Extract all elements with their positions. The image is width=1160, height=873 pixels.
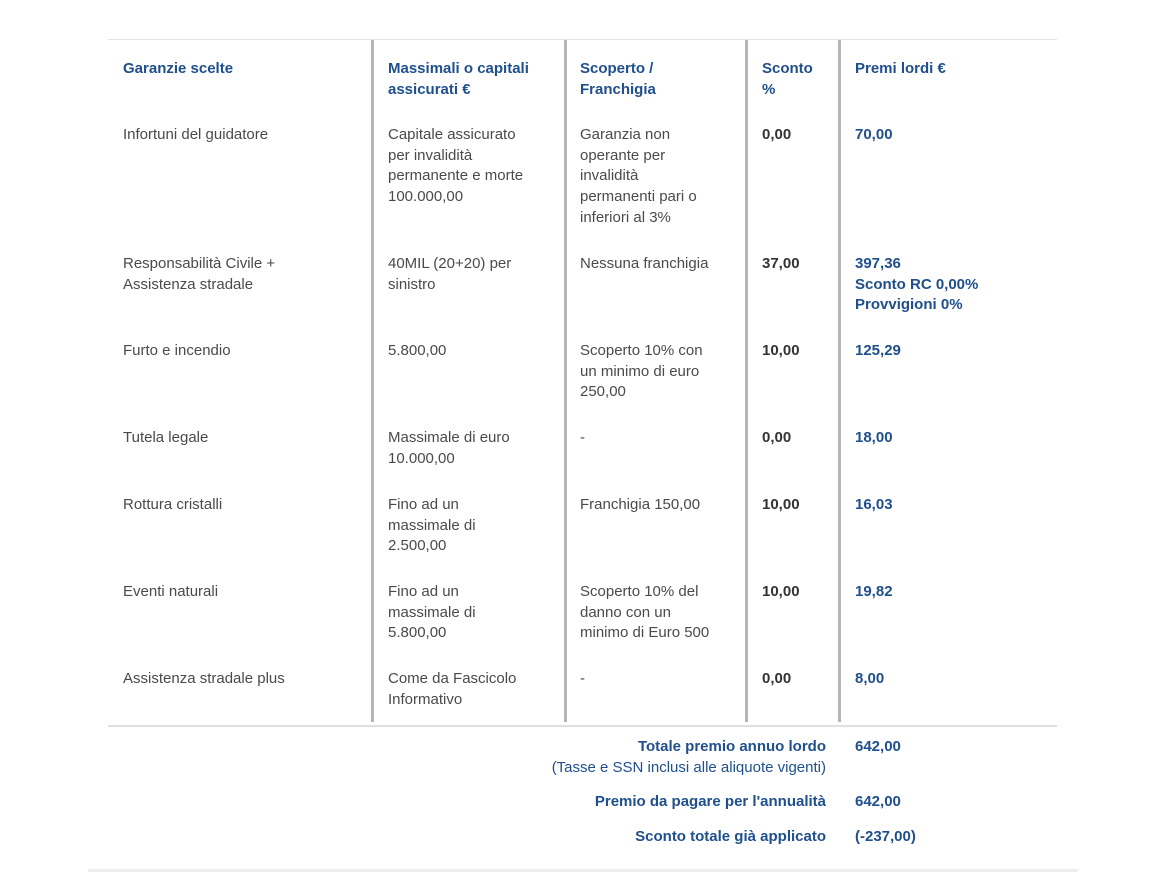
total-premium-value: 642,00	[855, 738, 901, 755]
cell-massimali-line: Capitale assicurato	[388, 126, 516, 143]
header-massimali: Massimali o capitali assicurati €	[388, 60, 529, 98]
column-divider	[564, 40, 567, 722]
cell-premi	[855, 582, 1055, 603]
cell-scoperto-line: operante per	[580, 146, 666, 164]
cell-scoperto	[580, 341, 740, 403]
table-bottom-rule	[108, 725, 1057, 727]
cell-scoperto-line: Scoperto 10% con	[580, 342, 703, 359]
footer-rule	[88, 869, 1078, 872]
total-discount-label: Sconto totale già applicato	[635, 828, 826, 845]
cell-scoperto	[580, 669, 740, 690]
cell-sconto: 37,00	[762, 255, 800, 272]
cell-scoperto-line: un minimo di euro	[580, 362, 700, 380]
cell-garanzia-line: Responsabilità Civile +	[123, 255, 276, 272]
header-premi: Premi lordi €	[855, 60, 946, 77]
header-garanzie: Garanzie scelte	[123, 60, 234, 77]
cell-massimali-line: permanente e morte	[388, 167, 524, 185]
cell-massimali	[388, 254, 558, 295]
cell-sconto: 10,00	[762, 342, 800, 359]
premium-to-pay-value: 642,00	[855, 793, 901, 810]
table-top-rule	[108, 39, 1057, 40]
cell-massimali	[388, 669, 558, 710]
cell-scoperto-line: 250,00	[580, 383, 626, 401]
cell-garanzia	[123, 428, 363, 449]
header-sconto: Sconto %	[762, 60, 813, 98]
cell-premi	[855, 341, 1055, 362]
cell-premi-line: 19,82	[855, 583, 893, 600]
cell-scoperto	[580, 495, 740, 516]
cell-massimali	[388, 495, 558, 557]
cell-massimali-line: 10.000,00	[388, 449, 455, 467]
cell-premi	[855, 125, 1055, 146]
cell-scoperto-line: permanenti pari o	[580, 188, 697, 206]
cell-sconto: 10,00	[762, 583, 800, 600]
cell-garanzia	[123, 254, 363, 295]
cell-massimali-line: Fino ad un	[388, 496, 459, 513]
cell-scoperto-line: inferiori al 3%	[580, 208, 671, 226]
cell-massimali-line: Come da Fascicolo	[388, 670, 517, 687]
cell-premi-line: 16,03	[855, 496, 893, 513]
cell-premi-line: Sconto RC 0,00%	[855, 275, 979, 293]
cell-garanzia-line: Infortuni del guidatore	[123, 126, 269, 143]
cell-sconto: 0,00	[762, 429, 792, 446]
cell-premi	[855, 495, 1055, 516]
cell-scoperto	[580, 582, 740, 644]
cell-premi	[855, 254, 1055, 316]
cell-massimali	[388, 341, 558, 362]
cell-garanzia	[123, 125, 363, 146]
premium-to-pay-label: Premio da pagare per l'annualità	[594, 793, 826, 810]
cell-premi-line: 18,00	[855, 429, 893, 446]
cell-scoperto-line: invalidità	[580, 167, 639, 185]
header-scoperto: Scoperto / Franchigia	[580, 60, 656, 98]
cell-scoperto	[580, 428, 740, 449]
total-discount-value: (-237,00)	[855, 828, 916, 845]
cell-scoperto	[580, 254, 740, 275]
cell-scoperto	[580, 125, 740, 229]
cell-massimali-line: massimale di	[388, 516, 476, 534]
cell-garanzia-line: Rottura cristalli	[123, 496, 223, 513]
cell-scoperto-line: Nessuna franchigia	[580, 255, 709, 272]
cell-massimali-line: Informativo	[388, 690, 463, 708]
cell-garanzia	[123, 341, 363, 362]
cell-garanzia	[123, 582, 363, 603]
cell-garanzia-line: Tutela legale	[123, 429, 209, 446]
cell-massimali	[388, 125, 558, 208]
cell-garanzia-line: Eventi naturali	[123, 583, 219, 600]
cell-scoperto-line: Franchigia 150,00	[580, 496, 701, 513]
cell-massimali-line: 5.800,00	[388, 624, 447, 642]
column-divider	[371, 40, 374, 722]
cell-massimali-line: Fino ad un	[388, 583, 459, 600]
cell-massimali-line: 2.500,00	[388, 537, 447, 555]
cell-premi-line: Provvigioni 0%	[855, 296, 963, 314]
cell-massimali	[388, 428, 558, 469]
cell-premi	[855, 669, 1055, 690]
cell-garanzia	[123, 669, 363, 690]
cell-scoperto-line: Garanzia non	[580, 126, 671, 143]
cell-massimali-line: per invalidità	[388, 146, 473, 164]
cell-scoperto-line: Scoperto 10% del	[580, 583, 699, 600]
column-divider	[838, 40, 841, 722]
cell-scoperto-line: danno con un	[580, 603, 671, 621]
cell-scoperto-line: -	[580, 670, 585, 687]
total-premium-label: Totale premio annuo lordo	[637, 738, 826, 755]
cell-massimali-line: sinistro	[388, 275, 436, 293]
cell-massimali-line: 40MIL (20+20) per	[388, 255, 512, 272]
cell-massimali	[388, 582, 558, 644]
cell-scoperto-line: -	[580, 429, 585, 446]
cell-premi-line: 8,00	[855, 670, 885, 687]
cell-garanzia-line: Assistenza stradale	[123, 275, 254, 293]
cell-scoperto-line: minimo di Euro 500	[580, 624, 710, 642]
cell-massimali-line: massimale di	[388, 603, 476, 621]
column-divider	[745, 40, 748, 722]
cell-garanzia-line: Furto e incendio	[123, 342, 231, 359]
cell-massimali-line: 100.000,00	[388, 188, 464, 206]
cell-massimali-line: 5.800,00	[388, 342, 447, 359]
cell-sconto: 0,00	[762, 126, 792, 143]
cell-sconto: 10,00	[762, 496, 800, 513]
cell-garanzia-line: Assistenza stradale plus	[123, 670, 285, 687]
cell-premi-line: 125,29	[855, 342, 901, 359]
cell-massimali-line: Massimale di euro	[388, 429, 510, 446]
cell-premi-line: 70,00	[855, 126, 893, 143]
total-premium-note: (Tasse e SSN inclusi alle aliquote vigenti)	[551, 759, 826, 776]
cell-premi-line: 397,36	[855, 255, 901, 272]
cell-premi	[855, 428, 1055, 449]
cell-garanzia	[123, 495, 363, 516]
cell-sconto: 0,00	[762, 670, 792, 687]
